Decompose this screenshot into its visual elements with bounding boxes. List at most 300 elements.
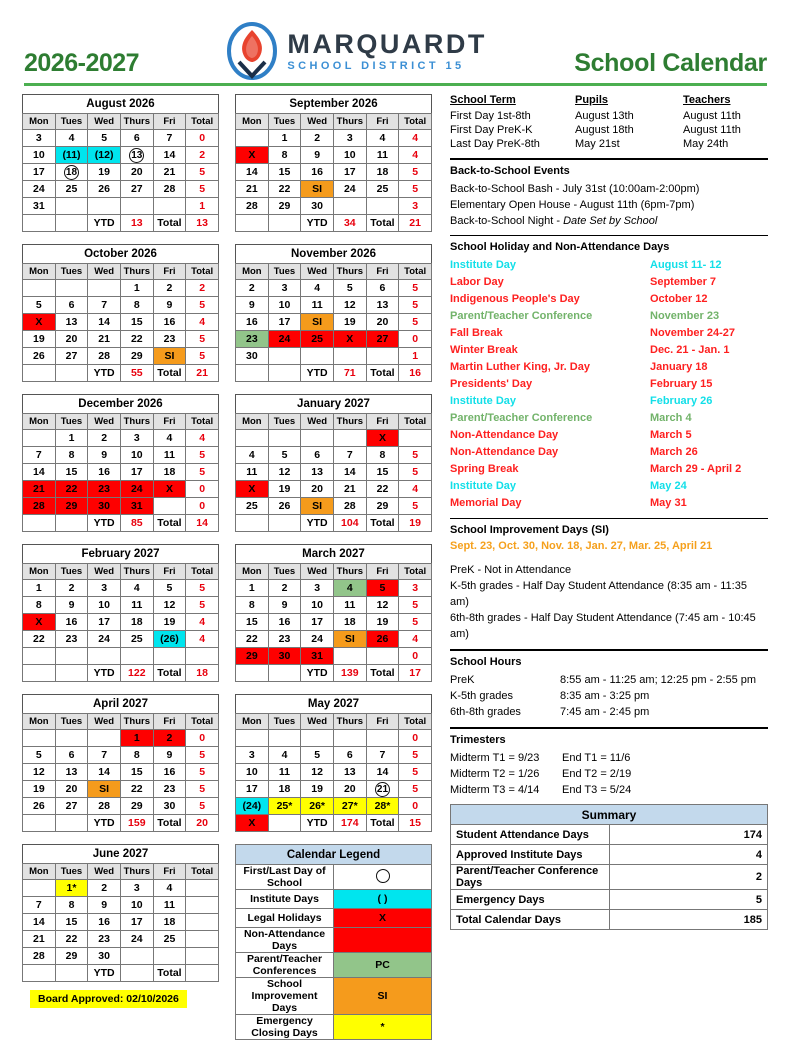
- day-cell[interactable]: [23, 164, 56, 181]
- day-cell[interactable]: [301, 781, 334, 798]
- day-cell[interactable]: [23, 597, 56, 614]
- day-cell[interactable]: [153, 130, 186, 147]
- day-cell[interactable]: [399, 631, 432, 648]
- day-cell[interactable]: [186, 614, 219, 631]
- day-cell[interactable]: [55, 914, 88, 931]
- day-cell[interactable]: [88, 297, 121, 314]
- day-cell[interactable]: [120, 447, 153, 464]
- day-cell[interactable]: [301, 430, 334, 447]
- day-cell[interactable]: [301, 614, 334, 631]
- day-cell[interactable]: [301, 198, 334, 215]
- day-cell[interactable]: [366, 331, 399, 348]
- day-cell[interactable]: [186, 498, 219, 515]
- day-cell[interactable]: [120, 880, 153, 897]
- day-cell[interactable]: [153, 280, 186, 297]
- day-cell[interactable]: [186, 897, 219, 914]
- day-cell[interactable]: [153, 648, 186, 665]
- day-cell[interactable]: [23, 147, 56, 164]
- day-cell[interactable]: [120, 897, 153, 914]
- day-cell[interactable]: [366, 348, 399, 365]
- day-cell[interactable]: [153, 147, 186, 164]
- day-cell[interactable]: [153, 747, 186, 764]
- day-cell[interactable]: [120, 580, 153, 597]
- day-cell[interactable]: [268, 147, 301, 164]
- day-cell[interactable]: [301, 648, 334, 665]
- day-cell[interactable]: [399, 464, 432, 481]
- day-cell[interactable]: [268, 730, 301, 747]
- day-cell[interactable]: [120, 631, 153, 648]
- day-cell[interactable]: [88, 631, 121, 648]
- day-cell[interactable]: [55, 481, 88, 498]
- day-cell[interactable]: [366, 297, 399, 314]
- day-cell[interactable]: [186, 481, 219, 498]
- day-cell[interactable]: [153, 348, 186, 365]
- day-cell[interactable]: [366, 447, 399, 464]
- day-cell[interactable]: [236, 181, 269, 198]
- day-cell[interactable]: [366, 798, 399, 815]
- day-cell[interactable]: [88, 464, 121, 481]
- day-cell[interactable]: [186, 280, 219, 297]
- day-cell[interactable]: [333, 481, 366, 498]
- day-cell[interactable]: [366, 181, 399, 198]
- day-cell[interactable]: [186, 198, 219, 215]
- day-cell[interactable]: [399, 314, 432, 331]
- day-cell[interactable]: [23, 430, 56, 447]
- day-cell[interactable]: [236, 297, 269, 314]
- day-cell[interactable]: [399, 580, 432, 597]
- day-cell[interactable]: [153, 464, 186, 481]
- day-cell[interactable]: [88, 280, 121, 297]
- day-cell[interactable]: [236, 798, 269, 815]
- day-cell[interactable]: [366, 314, 399, 331]
- day-cell[interactable]: [399, 648, 432, 665]
- day-cell[interactable]: [186, 348, 219, 365]
- day-cell[interactable]: [120, 614, 153, 631]
- day-cell[interactable]: [366, 130, 399, 147]
- day-cell[interactable]: [333, 631, 366, 648]
- day-cell[interactable]: [153, 597, 186, 614]
- day-cell[interactable]: [55, 331, 88, 348]
- day-cell[interactable]: [236, 815, 269, 832]
- day-cell[interactable]: [88, 597, 121, 614]
- day-cell[interactable]: [55, 764, 88, 781]
- day-cell[interactable]: [55, 280, 88, 297]
- day-cell[interactable]: [268, 764, 301, 781]
- day-cell[interactable]: [268, 198, 301, 215]
- day-cell[interactable]: [301, 764, 334, 781]
- day-cell[interactable]: [268, 164, 301, 181]
- day-cell[interactable]: [153, 181, 186, 198]
- day-cell[interactable]: [268, 314, 301, 331]
- day-cell[interactable]: [88, 730, 121, 747]
- day-cell[interactable]: [23, 130, 56, 147]
- day-cell[interactable]: [88, 331, 121, 348]
- day-cell[interactable]: [186, 331, 219, 348]
- day-cell[interactable]: [333, 147, 366, 164]
- day-cell[interactable]: [333, 447, 366, 464]
- day-cell[interactable]: [236, 198, 269, 215]
- day-cell[interactable]: [268, 130, 301, 147]
- day-cell[interactable]: [55, 181, 88, 198]
- day-cell[interactable]: [236, 280, 269, 297]
- day-cell[interactable]: [88, 430, 121, 447]
- day-cell[interactable]: [55, 781, 88, 798]
- day-cell[interactable]: [186, 314, 219, 331]
- day-cell[interactable]: [88, 747, 121, 764]
- day-cell[interactable]: [186, 297, 219, 314]
- day-cell[interactable]: [333, 798, 366, 815]
- day-cell[interactable]: [333, 747, 366, 764]
- day-cell[interactable]: [186, 580, 219, 597]
- day-cell[interactable]: [236, 314, 269, 331]
- day-cell[interactable]: [120, 798, 153, 815]
- day-cell[interactable]: [301, 747, 334, 764]
- day-cell[interactable]: [333, 781, 366, 798]
- day-cell[interactable]: [186, 914, 219, 931]
- day-cell[interactable]: [88, 130, 121, 147]
- day-cell[interactable]: [186, 164, 219, 181]
- day-cell[interactable]: [366, 147, 399, 164]
- day-cell[interactable]: [399, 798, 432, 815]
- day-cell[interactable]: [55, 147, 88, 164]
- day-cell[interactable]: [236, 764, 269, 781]
- day-cell[interactable]: [153, 164, 186, 181]
- day-cell[interactable]: [88, 498, 121, 515]
- day-cell[interactable]: [55, 631, 88, 648]
- day-cell[interactable]: [236, 447, 269, 464]
- day-cell[interactable]: [23, 764, 56, 781]
- day-cell[interactable]: [153, 897, 186, 914]
- day-cell[interactable]: [366, 481, 399, 498]
- day-cell[interactable]: [236, 781, 269, 798]
- day-cell[interactable]: [268, 648, 301, 665]
- day-cell[interactable]: [268, 580, 301, 597]
- day-cell[interactable]: [236, 164, 269, 181]
- day-cell[interactable]: [301, 147, 334, 164]
- day-cell[interactable]: [55, 580, 88, 597]
- day-cell[interactable]: [301, 464, 334, 481]
- day-cell[interactable]: [23, 747, 56, 764]
- day-cell[interactable]: [236, 130, 269, 147]
- day-cell[interactable]: [236, 481, 269, 498]
- day-cell[interactable]: [366, 614, 399, 631]
- day-cell[interactable]: [120, 181, 153, 198]
- day-cell[interactable]: [55, 798, 88, 815]
- day-cell[interactable]: [23, 464, 56, 481]
- day-cell[interactable]: [120, 948, 153, 965]
- day-cell[interactable]: [399, 280, 432, 297]
- day-cell[interactable]: [153, 781, 186, 798]
- day-cell[interactable]: [333, 198, 366, 215]
- day-cell[interactable]: [88, 147, 121, 164]
- day-cell[interactable]: [399, 781, 432, 798]
- day-cell[interactable]: [186, 880, 219, 897]
- day-cell[interactable]: [153, 931, 186, 948]
- day-cell[interactable]: [186, 764, 219, 781]
- day-cell[interactable]: [399, 181, 432, 198]
- day-cell[interactable]: [23, 331, 56, 348]
- day-cell[interactable]: [120, 481, 153, 498]
- day-cell[interactable]: [399, 614, 432, 631]
- day-cell[interactable]: [88, 314, 121, 331]
- day-cell[interactable]: [268, 798, 301, 815]
- day-cell[interactable]: [88, 198, 121, 215]
- day-cell[interactable]: [186, 430, 219, 447]
- day-cell[interactable]: [236, 348, 269, 365]
- day-cell[interactable]: [120, 781, 153, 798]
- day-cell[interactable]: [88, 648, 121, 665]
- day-cell[interactable]: [301, 280, 334, 297]
- day-cell[interactable]: [120, 164, 153, 181]
- day-cell[interactable]: [88, 447, 121, 464]
- day-cell[interactable]: [399, 430, 432, 447]
- day-cell[interactable]: [153, 580, 186, 597]
- day-cell[interactable]: [268, 348, 301, 365]
- day-cell[interactable]: [88, 948, 121, 965]
- day-cell[interactable]: [23, 498, 56, 515]
- day-cell[interactable]: [399, 447, 432, 464]
- day-cell[interactable]: [55, 597, 88, 614]
- day-cell[interactable]: [301, 297, 334, 314]
- day-cell[interactable]: [23, 181, 56, 198]
- day-cell[interactable]: [55, 198, 88, 215]
- day-cell[interactable]: [153, 498, 186, 515]
- day-cell[interactable]: [88, 181, 121, 198]
- day-cell[interactable]: [88, 481, 121, 498]
- day-cell[interactable]: [186, 597, 219, 614]
- day-cell[interactable]: [88, 764, 121, 781]
- day-cell[interactable]: [268, 815, 301, 832]
- day-cell[interactable]: [120, 931, 153, 948]
- day-cell[interactable]: [268, 181, 301, 198]
- day-cell[interactable]: [55, 948, 88, 965]
- day-cell[interactable]: [186, 747, 219, 764]
- day-cell[interactable]: [153, 614, 186, 631]
- day-cell[interactable]: [186, 781, 219, 798]
- day-cell[interactable]: [268, 331, 301, 348]
- day-cell[interactable]: [153, 880, 186, 897]
- day-cell[interactable]: [88, 931, 121, 948]
- day-cell[interactable]: [23, 730, 56, 747]
- day-cell[interactable]: [399, 331, 432, 348]
- day-cell[interactable]: [333, 297, 366, 314]
- day-cell[interactable]: [23, 614, 56, 631]
- day-cell[interactable]: [186, 798, 219, 815]
- day-cell[interactable]: [333, 614, 366, 631]
- day-cell[interactable]: [186, 130, 219, 147]
- day-cell[interactable]: [88, 880, 121, 897]
- day-cell[interactable]: [236, 464, 269, 481]
- day-cell[interactable]: [120, 498, 153, 515]
- day-cell[interactable]: [333, 597, 366, 614]
- day-cell[interactable]: [88, 781, 121, 798]
- day-cell[interactable]: [153, 914, 186, 931]
- day-cell[interactable]: [153, 331, 186, 348]
- day-cell[interactable]: [186, 447, 219, 464]
- day-cell[interactable]: [153, 948, 186, 965]
- day-cell[interactable]: [301, 498, 334, 515]
- day-cell[interactable]: [236, 580, 269, 597]
- day-cell[interactable]: [333, 314, 366, 331]
- day-cell[interactable]: [268, 430, 301, 447]
- day-cell[interactable]: [333, 181, 366, 198]
- day-cell[interactable]: [23, 914, 56, 931]
- day-cell[interactable]: [186, 464, 219, 481]
- day-cell[interactable]: [333, 348, 366, 365]
- day-cell[interactable]: [399, 764, 432, 781]
- day-cell[interactable]: [236, 631, 269, 648]
- day-cell[interactable]: [236, 648, 269, 665]
- day-cell[interactable]: [366, 164, 399, 181]
- day-cell[interactable]: [23, 447, 56, 464]
- day-cell[interactable]: [88, 614, 121, 631]
- day-cell[interactable]: [120, 597, 153, 614]
- day-cell[interactable]: [301, 481, 334, 498]
- day-cell[interactable]: [399, 498, 432, 515]
- day-cell[interactable]: [55, 648, 88, 665]
- day-cell[interactable]: [23, 631, 56, 648]
- day-cell[interactable]: [153, 631, 186, 648]
- day-cell[interactable]: [366, 464, 399, 481]
- day-cell[interactable]: [23, 931, 56, 948]
- day-cell[interactable]: [333, 498, 366, 515]
- day-cell[interactable]: [268, 481, 301, 498]
- day-cell[interactable]: [88, 348, 121, 365]
- day-cell[interactable]: [301, 331, 334, 348]
- day-cell[interactable]: [55, 447, 88, 464]
- day-cell[interactable]: [23, 948, 56, 965]
- day-cell[interactable]: [268, 597, 301, 614]
- day-cell[interactable]: [301, 730, 334, 747]
- day-cell[interactable]: [55, 747, 88, 764]
- day-cell[interactable]: [23, 314, 56, 331]
- day-cell[interactable]: [366, 747, 399, 764]
- day-cell[interactable]: [333, 164, 366, 181]
- day-cell[interactable]: [301, 597, 334, 614]
- day-cell[interactable]: [186, 181, 219, 198]
- day-cell[interactable]: [268, 631, 301, 648]
- day-cell[interactable]: [333, 331, 366, 348]
- day-cell[interactable]: [399, 198, 432, 215]
- day-cell[interactable]: [366, 498, 399, 515]
- day-cell[interactable]: [333, 764, 366, 781]
- day-cell[interactable]: [186, 147, 219, 164]
- day-cell[interactable]: [153, 730, 186, 747]
- day-cell[interactable]: [399, 597, 432, 614]
- day-cell[interactable]: [153, 314, 186, 331]
- day-cell[interactable]: [23, 648, 56, 665]
- day-cell[interactable]: [268, 498, 301, 515]
- day-cell[interactable]: [268, 280, 301, 297]
- day-cell[interactable]: [333, 730, 366, 747]
- day-cell[interactable]: [23, 781, 56, 798]
- day-cell[interactable]: [268, 614, 301, 631]
- day-cell[interactable]: [55, 880, 88, 897]
- day-cell[interactable]: [120, 130, 153, 147]
- day-cell[interactable]: [88, 798, 121, 815]
- day-cell[interactable]: [333, 130, 366, 147]
- day-cell[interactable]: [23, 280, 56, 297]
- day-cell[interactable]: [120, 730, 153, 747]
- day-cell[interactable]: [88, 914, 121, 931]
- day-cell[interactable]: [301, 580, 334, 597]
- day-cell[interactable]: [88, 580, 121, 597]
- day-cell[interactable]: [23, 198, 56, 215]
- day-cell[interactable]: [236, 747, 269, 764]
- day-cell[interactable]: [88, 897, 121, 914]
- day-cell[interactable]: [301, 164, 334, 181]
- day-cell[interactable]: [120, 280, 153, 297]
- day-cell[interactable]: [399, 730, 432, 747]
- day-cell[interactable]: [186, 631, 219, 648]
- day-cell[interactable]: [366, 631, 399, 648]
- day-cell[interactable]: [366, 430, 399, 447]
- day-cell[interactable]: [333, 580, 366, 597]
- day-cell[interactable]: [236, 614, 269, 631]
- day-cell[interactable]: [236, 430, 269, 447]
- day-cell[interactable]: [55, 614, 88, 631]
- day-cell[interactable]: [333, 464, 366, 481]
- day-cell[interactable]: [23, 897, 56, 914]
- day-cell[interactable]: [268, 447, 301, 464]
- day-cell[interactable]: [120, 430, 153, 447]
- day-cell[interactable]: [55, 730, 88, 747]
- day-cell[interactable]: [153, 198, 186, 215]
- day-cell[interactable]: [23, 580, 56, 597]
- day-cell[interactable]: [301, 181, 334, 198]
- day-cell[interactable]: [333, 280, 366, 297]
- day-cell[interactable]: [120, 297, 153, 314]
- day-cell[interactable]: [120, 648, 153, 665]
- day-cell[interactable]: [366, 597, 399, 614]
- day-cell[interactable]: [120, 314, 153, 331]
- day-cell[interactable]: [399, 130, 432, 147]
- day-cell[interactable]: [301, 631, 334, 648]
- day-cell[interactable]: [23, 297, 56, 314]
- day-cell[interactable]: [120, 747, 153, 764]
- day-cell[interactable]: [301, 130, 334, 147]
- day-cell[interactable]: [55, 897, 88, 914]
- day-cell[interactable]: [120, 147, 153, 164]
- day-cell[interactable]: [55, 430, 88, 447]
- day-cell[interactable]: [153, 764, 186, 781]
- day-cell[interactable]: [186, 730, 219, 747]
- day-cell[interactable]: [268, 781, 301, 798]
- day-cell[interactable]: [399, 348, 432, 365]
- day-cell[interactable]: [55, 130, 88, 147]
- day-cell[interactable]: [268, 747, 301, 764]
- day-cell[interactable]: [186, 948, 219, 965]
- day-cell[interactable]: [120, 348, 153, 365]
- day-cell[interactable]: [120, 331, 153, 348]
- day-cell[interactable]: [23, 798, 56, 815]
- day-cell[interactable]: [399, 147, 432, 164]
- day-cell[interactable]: [366, 764, 399, 781]
- day-cell[interactable]: [366, 580, 399, 597]
- day-cell[interactable]: [120, 914, 153, 931]
- day-cell[interactable]: [153, 481, 186, 498]
- day-cell[interactable]: [301, 798, 334, 815]
- day-cell[interactable]: [333, 648, 366, 665]
- day-cell[interactable]: [366, 730, 399, 747]
- day-cell[interactable]: [186, 931, 219, 948]
- day-cell[interactable]: [399, 747, 432, 764]
- day-cell[interactable]: [268, 297, 301, 314]
- day-cell[interactable]: [55, 464, 88, 481]
- day-cell[interactable]: [366, 648, 399, 665]
- day-cell[interactable]: [186, 648, 219, 665]
- day-cell[interactable]: [88, 164, 121, 181]
